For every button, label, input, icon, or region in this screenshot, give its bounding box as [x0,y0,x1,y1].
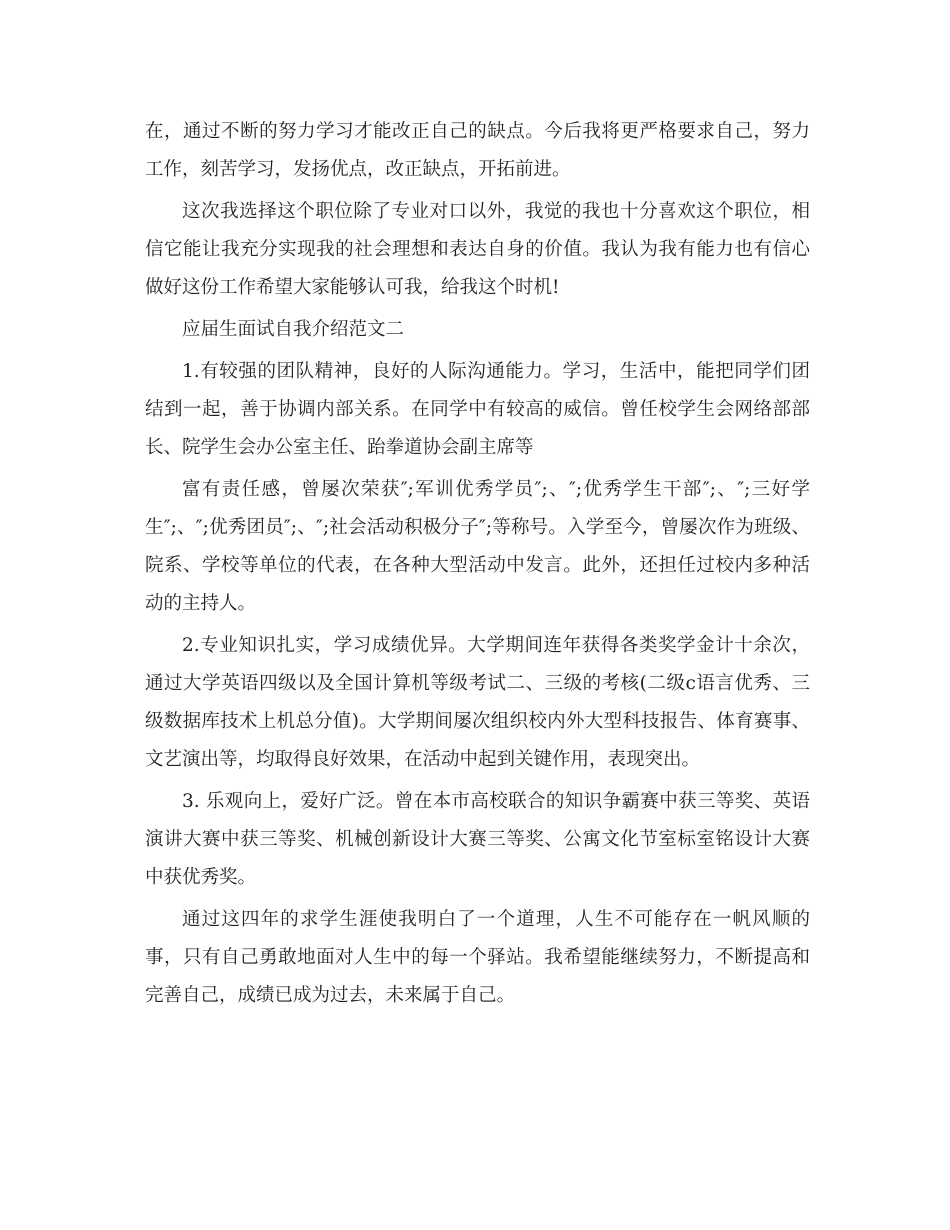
paragraph-continuation: 在，通过不断的努力学习才能改正自己的缺点。今后我将更严格要求自己，努力工作，刻苦学习，发扬优点，改正缺点，开拓前进。 [145,121,810,180]
paragraph-point-2: 2.专业知识扎实，学习成绩优异。大学期间连年获得各类奖学金计十余次，通过大学英语四级以及全国计算机等级考试二、三级的考核(二级c语言优秀、三级数据库技术上机总分值)。大学期间屡次组织校内外大型科技报告、体育赛事、文艺演出等，均取得良好效果，在活动中起到关键作用，表现突出。 [145,635,810,770]
document-body [145,113,810,1019]
paragraph-honors: 富有责任感，曾屡次荣获″;军训优秀学员″;、″;优秀学生干部″;、″;三好学生″;、″;优秀团员″;、″;社会活动积极分子″;等称号。入学至今，曾屡次作为班级、院系、学校等单位的代表，在各种大型活动中发言。此外，还担任过校内多种活动的主持人。 [145,479,810,614]
section-heading: 应届生面试自我介绍范文二 [182,319,405,340]
paragraph-point-3: 3. 乐观向上，爱好广泛。曾在本市高校联合的知识争霸赛中获三等奖、英语演讲大赛中获三等奖、机械创新设计大赛三等奖、公寓文化节室标室铭设计大赛中获优秀奖。 [145,791,810,888]
paragraph-conclusion: 通过这四年的求学生涯使我明白了一个道理，人生不可能存在一帆风顺的事，只有自己勇敢地面对人生中的每一个驿站。我希望能继续努力，不断提高和完善自己，成绩已成为过去，未来属于自己。 [145,909,810,1006]
paragraph-job-choice: 这次我选择这个职位除了专业对口以外，我觉的我也十分喜欢这个职位，相信它能让我充分实现我的社会理想和表达自身的价值。我认为我有能力也有信心做好这份工作希望大家能够认可我，给我这个时机! [145,201,810,298]
paragraph-point-1: 1.有较强的团队精神，良好的人际沟通能力。学习，生活中，能把同学们团结到一起，善于协调内部关系。在同学中有较高的威信。曾任校学生会网络部部长、院学生会办公室主任、跆拳道协会副主席等 [145,361,810,458]
